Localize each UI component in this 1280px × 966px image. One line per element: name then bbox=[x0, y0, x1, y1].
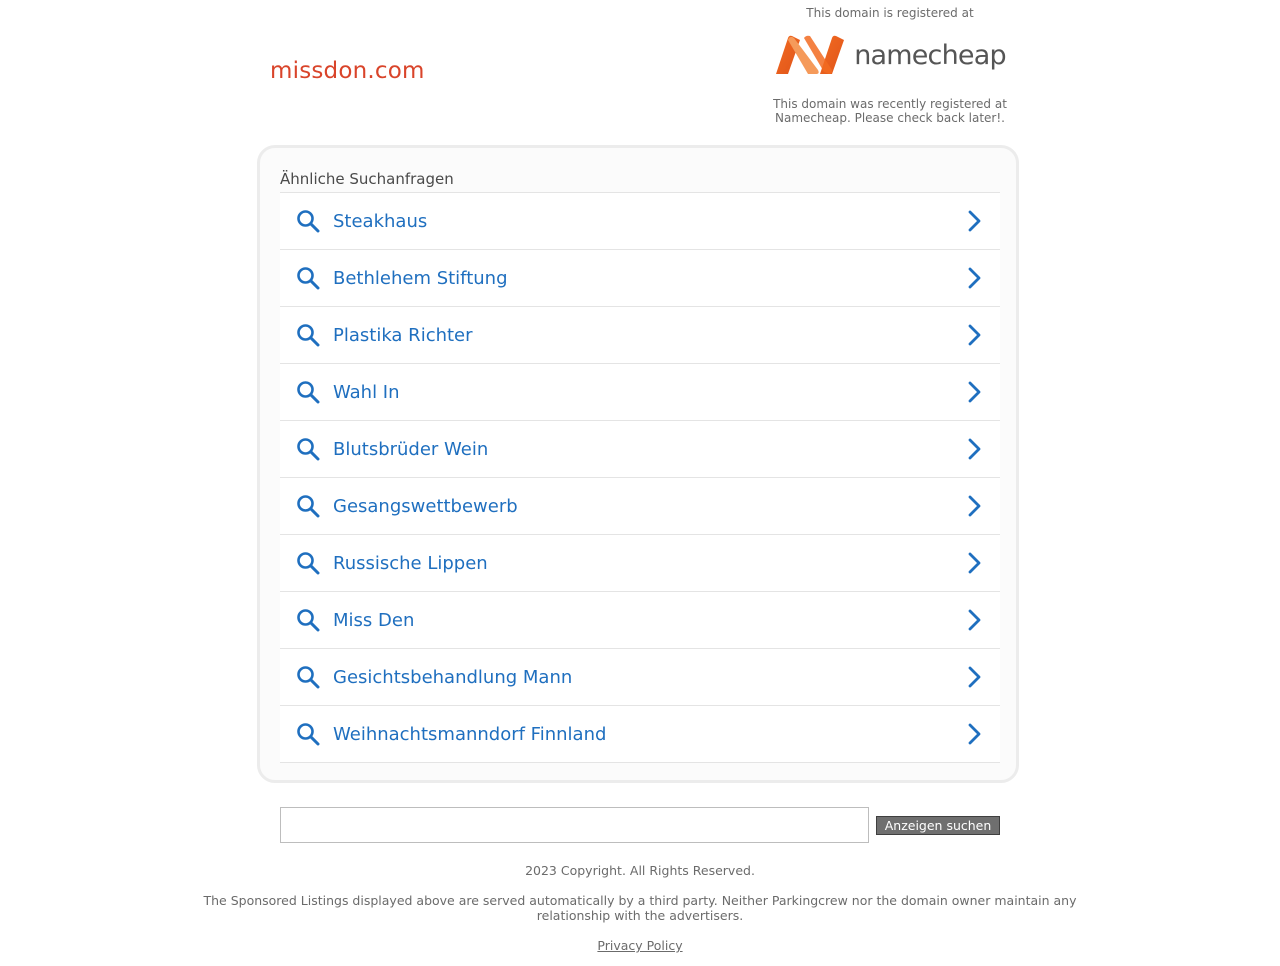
list-item[interactable] bbox=[280, 193, 1000, 250]
related-searches-list bbox=[280, 192, 1000, 763]
privacy-policy bbox=[0, 938, 1280, 953]
list-item-label: Weihnachtsmanndorf Finnland bbox=[333, 723, 607, 745]
registrar-panel bbox=[760, 0, 1020, 125]
list-item[interactable] bbox=[280, 250, 1000, 307]
search-icon bbox=[296, 380, 320, 404]
list-item-label: Plastika Richter bbox=[333, 324, 473, 346]
search-icon bbox=[296, 551, 320, 575]
search-icon bbox=[296, 665, 320, 689]
list-item-label: Bethlehem Stiftung bbox=[333, 267, 508, 289]
list-item[interactable] bbox=[280, 592, 1000, 649]
list-item-label: Miss Den bbox=[333, 609, 415, 631]
search-icon bbox=[296, 323, 320, 347]
chevron-right-icon bbox=[966, 609, 982, 631]
registrar-name: namecheap bbox=[854, 39, 1006, 71]
search-icon bbox=[296, 437, 320, 461]
search-input[interactable] bbox=[280, 807, 869, 843]
list-item[interactable] bbox=[280, 478, 1000, 535]
registered-at-label: This domain is registered at bbox=[806, 6, 974, 20]
list-item-label: Gesichtsbehandlung Mann bbox=[333, 666, 573, 688]
related-searches-panel bbox=[257, 145, 1019, 783]
chevron-right-icon bbox=[966, 438, 982, 460]
copyright-text: 2023 Copyright. All Rights Reserved. bbox=[525, 863, 755, 878]
chevron-right-icon bbox=[966, 381, 982, 403]
list-item-label: Steakhaus bbox=[333, 210, 428, 232]
list-item[interactable] bbox=[280, 535, 1000, 592]
list-item[interactable] bbox=[280, 706, 1000, 763]
list-item-label: Gesangswettbewerb bbox=[333, 495, 518, 517]
search-icon bbox=[296, 722, 320, 746]
domain-name[interactable]: missdon.com bbox=[270, 58, 425, 84]
list-item[interactable] bbox=[280, 364, 1000, 421]
list-item[interactable] bbox=[280, 307, 1000, 364]
chevron-right-icon bbox=[966, 723, 982, 745]
search-icon bbox=[296, 209, 320, 233]
related-searches-title: Ähnliche Suchanfragen bbox=[280, 170, 454, 188]
search-icon bbox=[296, 266, 320, 290]
list-item-label: Russische Lippen bbox=[333, 552, 488, 574]
chevron-right-icon bbox=[966, 210, 982, 232]
disclaimer-text: The Sponsored Listings displayed above are served automatically by a third party. Neither Parkingcrew nor the domain owner maintain any relationship with the advertisers. bbox=[203, 893, 1077, 923]
list-item-label: Wahl In bbox=[333, 381, 400, 403]
namecheap-mark-icon bbox=[774, 34, 846, 76]
chevron-right-icon bbox=[966, 552, 982, 574]
list-item-label: Blutsbrüder Wein bbox=[333, 438, 489, 460]
list-item[interactable] bbox=[280, 421, 1000, 478]
privacy-policy-link[interactable]: Privacy Policy bbox=[597, 938, 683, 953]
chevron-right-icon bbox=[966, 267, 982, 289]
registrar-note: This domain was recently registered at Namecheap. Please check back later!. bbox=[773, 97, 1007, 125]
search-ads-button[interactable]: Anzeigen suchen bbox=[876, 816, 1000, 835]
chevron-right-icon bbox=[966, 666, 982, 688]
chevron-right-icon bbox=[966, 324, 982, 346]
chevron-right-icon bbox=[966, 495, 982, 517]
list-item[interactable] bbox=[280, 649, 1000, 706]
search-icon bbox=[296, 608, 320, 632]
search-icon bbox=[296, 494, 320, 518]
namecheap-logo[interactable] bbox=[760, 26, 1020, 84]
